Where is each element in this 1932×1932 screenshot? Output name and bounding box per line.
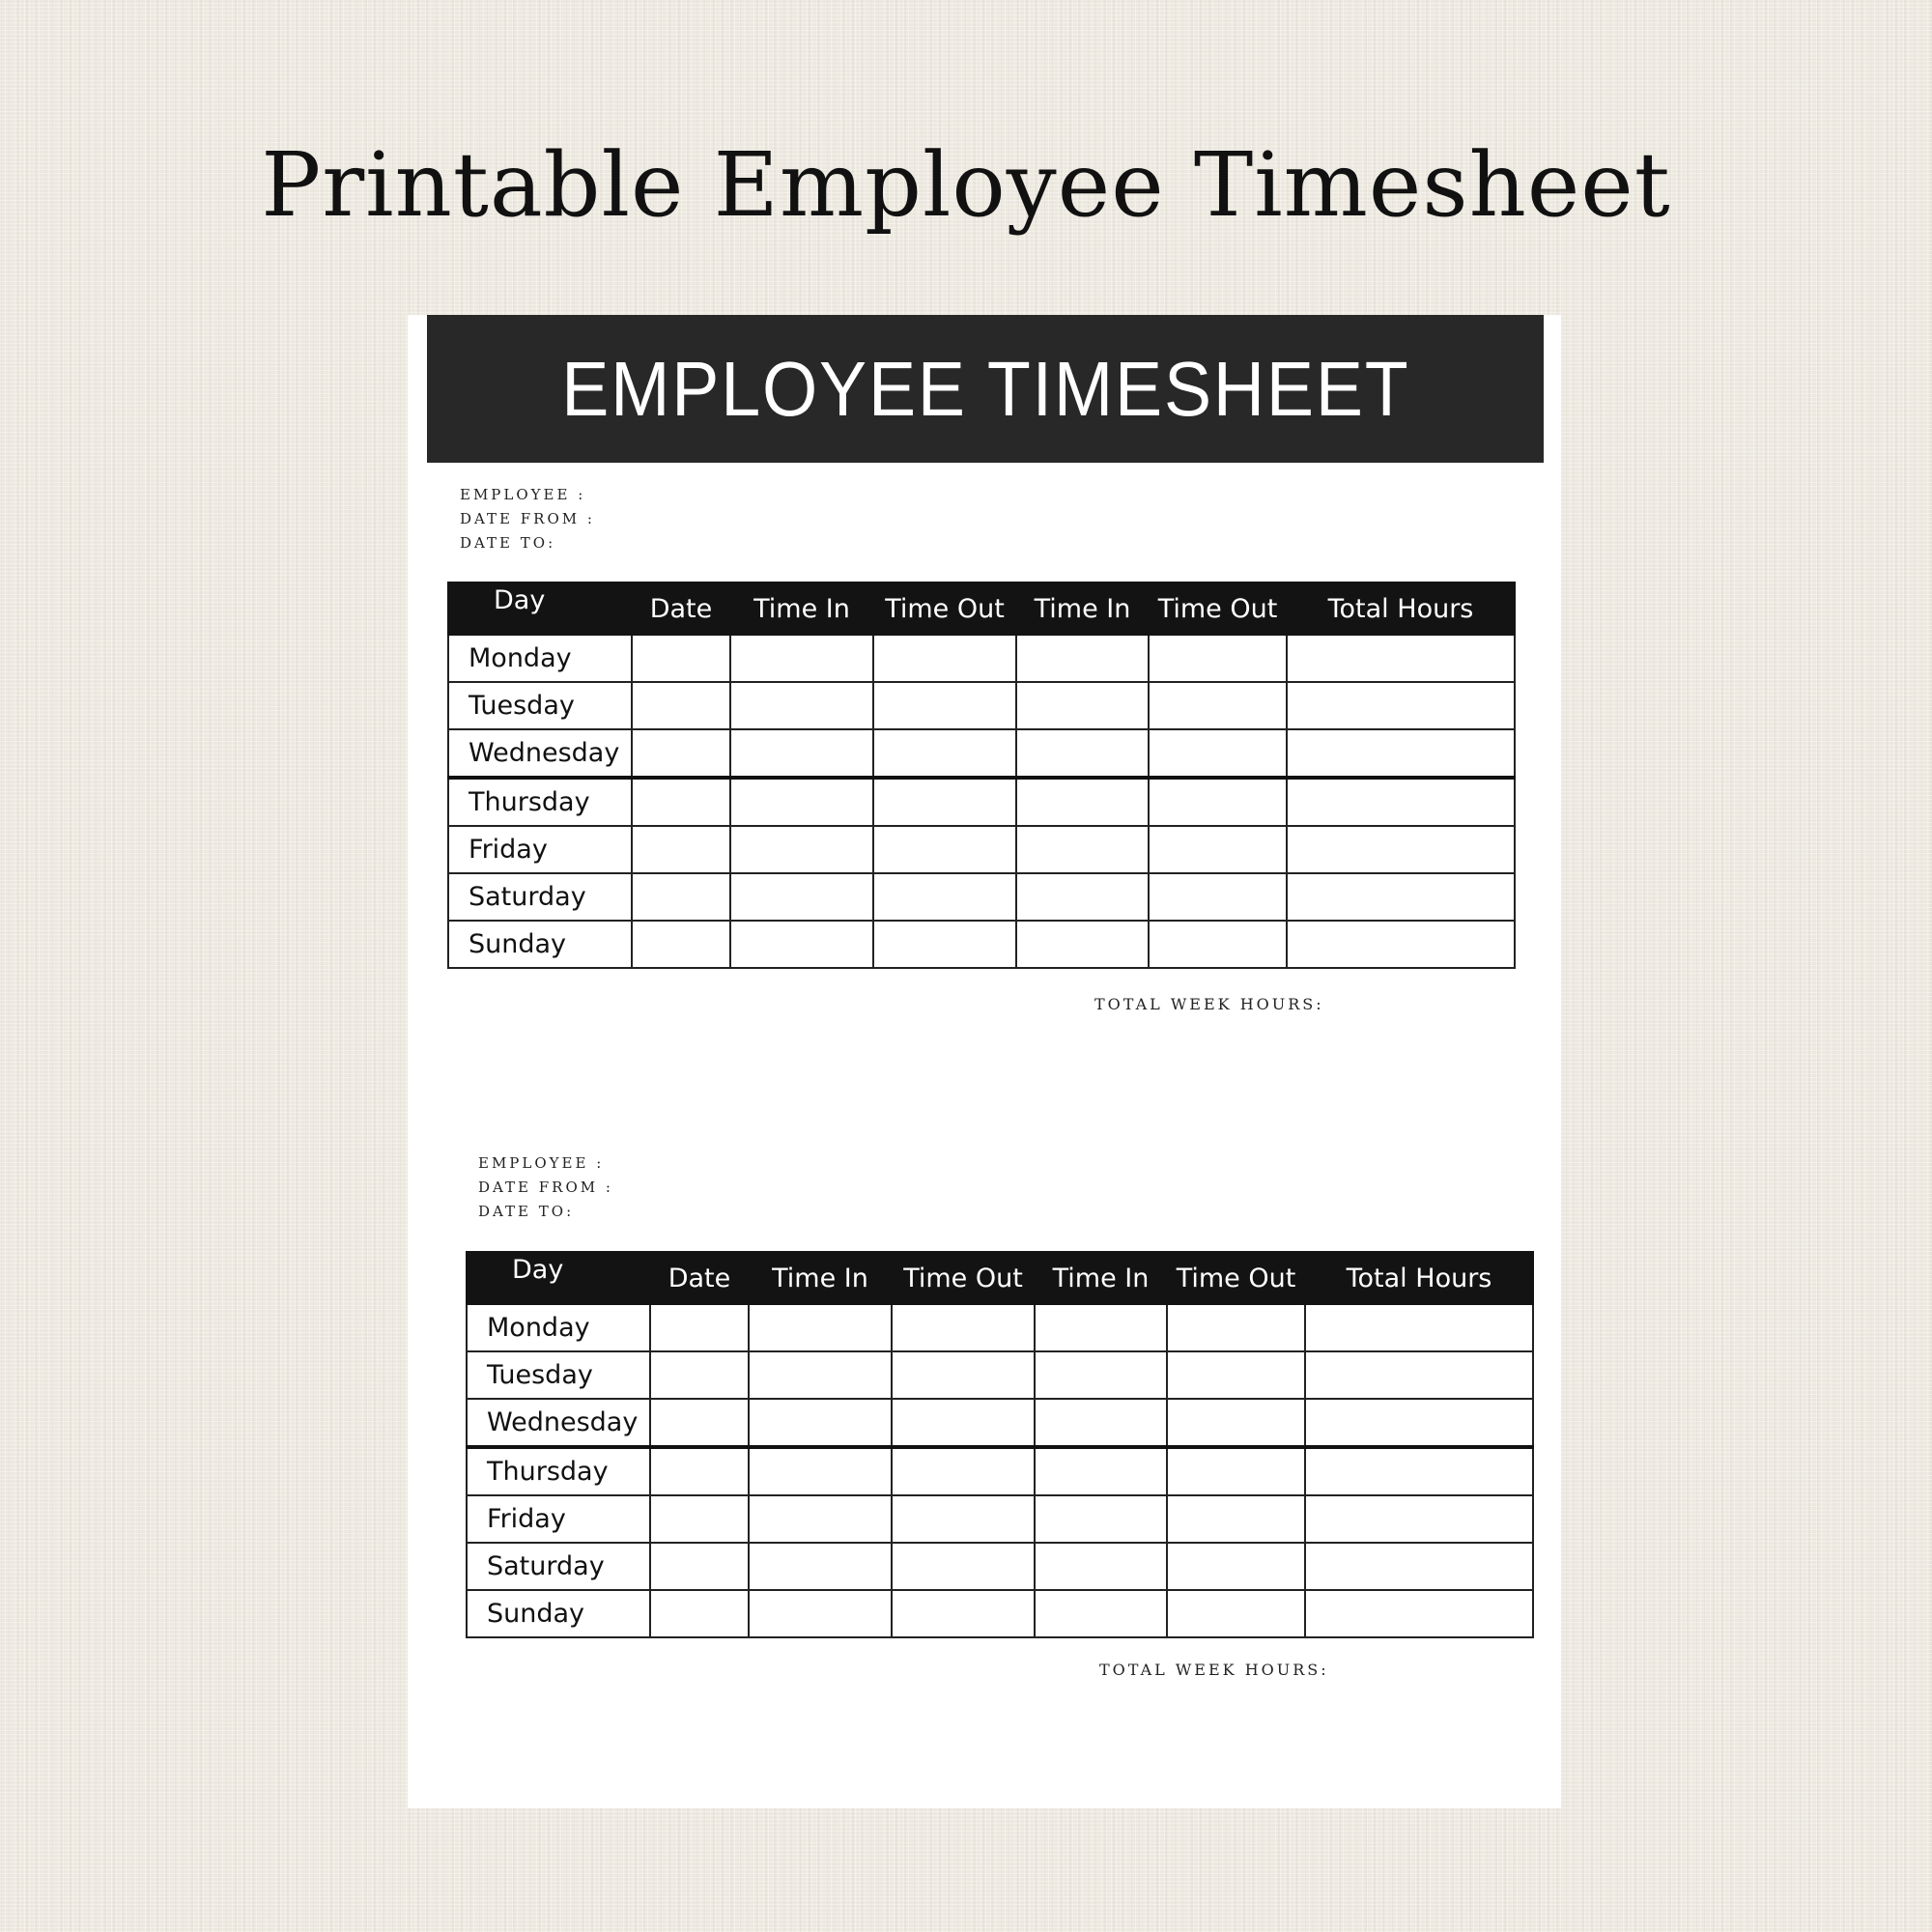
entry-cell[interactable] [1287,873,1515,921]
entry-cell[interactable] [1287,921,1515,968]
entry-cell[interactable] [650,1447,749,1495]
day-label: Tuesday [467,1351,650,1399]
entry-cell[interactable] [1149,826,1287,873]
entry-cell[interactable] [632,921,730,968]
info-block-2 [478,1151,613,1224]
entry-cell[interactable] [1149,873,1287,921]
entry-cell[interactable] [730,921,873,968]
total-week-hours-label: TOTAL WEEK HOURS: [1099,1661,1329,1679]
table-row [448,873,1515,921]
day-label: Friday [467,1495,650,1543]
entry-cell[interactable] [1035,1447,1167,1495]
entry-cell[interactable] [632,826,730,873]
total-week-hours-label: TOTAL WEEK HOURS: [1094,995,1324,1013]
entry-cell[interactable] [892,1304,1035,1351]
entry-cell[interactable] [1305,1351,1533,1399]
entry-cell[interactable] [1167,1447,1305,1495]
entry-cell[interactable] [1167,1351,1305,1399]
entry-cell[interactable] [1035,1351,1167,1399]
timesheet-table-1 [447,582,1516,969]
day-label: Tuesday [448,682,632,729]
entry-cell[interactable] [650,1543,749,1590]
entry-cell[interactable] [730,635,873,682]
timesheet-table-2-wrap [466,1251,1534,1638]
day-label: Wednesday [467,1399,650,1447]
info-block-1 [460,483,595,555]
timesheet-table-2 [466,1251,1534,1638]
entry-cell[interactable] [1016,873,1149,921]
table-row [467,1590,1533,1637]
column-header: Time In [1035,1252,1167,1304]
entry-cell[interactable] [892,1590,1035,1637]
day-label: Thursday [448,778,632,826]
entry-cell[interactable] [749,1351,892,1399]
entry-cell[interactable] [1016,682,1149,729]
table-row [467,1399,1533,1447]
employee-label: EMPLOYEE : [478,1154,605,1172]
table-row [448,729,1515,778]
day-label: Saturday [448,873,632,921]
entry-cell[interactable] [1305,1495,1533,1543]
entry-cell[interactable] [1167,1590,1305,1637]
entry-cell[interactable] [1287,729,1515,778]
table-body [467,1304,1533,1637]
entry-cell[interactable] [873,873,1016,921]
column-header: Time Out [873,582,1016,635]
header-row [448,582,1515,635]
banner-title: EMPLOYEE TIMESHEET [560,345,1410,432]
entry-cell[interactable] [873,635,1016,682]
entry-cell[interactable] [1287,635,1515,682]
employee-label: EMPLOYEE : [460,486,586,503]
entry-cell[interactable] [1167,1495,1305,1543]
entry-cell[interactable] [892,1495,1035,1543]
entry-cell[interactable] [873,921,1016,968]
entry-cell[interactable] [1305,1304,1533,1351]
day-label: Friday [448,826,632,873]
page-title: Printable Employee Timesheet [261,133,1671,237]
date-from-label: DATE FROM : [478,1179,613,1196]
entry-cell[interactable] [1167,1399,1305,1447]
table-row [467,1351,1533,1399]
entry-cell[interactable] [730,873,873,921]
column-header: Time In [1016,582,1149,635]
entry-cell[interactable] [1287,778,1515,826]
day-label: Monday [467,1304,650,1351]
column-header: Total Hours [1305,1252,1533,1304]
banner [427,315,1544,463]
entry-cell[interactable] [873,826,1016,873]
entry-cell[interactable] [730,826,873,873]
entry-cell[interactable] [1149,729,1287,778]
date-from-label: DATE FROM : [460,510,595,527]
table-row [448,682,1515,729]
header-row [467,1252,1533,1304]
entry-cell[interactable] [873,729,1016,778]
column-header: Time In [730,582,873,635]
entry-cell[interactable] [749,1543,892,1590]
entry-cell[interactable] [1149,682,1287,729]
table-row [448,635,1515,682]
entry-cell[interactable] [1305,1590,1533,1637]
entry-cell[interactable] [730,682,873,729]
day-label: Thursday [467,1447,650,1495]
column-header: Day [448,582,632,635]
entry-cell[interactable] [632,873,730,921]
day-label: Saturday [467,1543,650,1590]
table-row [467,1543,1533,1590]
entry-cell[interactable] [1035,1543,1167,1590]
entry-cell[interactable] [650,1495,749,1543]
entry-cell[interactable] [1035,1590,1167,1637]
entry-cell[interactable] [749,1399,892,1447]
column-header: Total Hours [1287,582,1515,635]
entry-cell[interactable] [892,1399,1035,1447]
entry-cell[interactable] [1167,1543,1305,1590]
entry-cell[interactable] [632,682,730,729]
entry-cell[interactable] [650,1304,749,1351]
date-to-label: DATE TO: [460,534,556,552]
entry-cell[interactable] [1149,921,1287,968]
table-row [448,826,1515,873]
entry-cell[interactable] [892,1543,1035,1590]
entry-cell[interactable] [650,1590,749,1637]
column-header: Time Out [892,1252,1035,1304]
table-row [448,778,1515,826]
day-label: Sunday [448,921,632,968]
entry-cell[interactable] [1035,1399,1167,1447]
day-label: Monday [448,635,632,682]
entry-cell[interactable] [873,682,1016,729]
table-row [448,921,1515,968]
entry-cell[interactable] [632,778,730,826]
column-header: Time Out [1149,582,1287,635]
entry-cell[interactable] [730,778,873,826]
table-row [467,1304,1533,1351]
entry-cell[interactable] [749,1495,892,1543]
entry-cell[interactable] [1016,635,1149,682]
entry-cell[interactable] [1016,778,1149,826]
table-row [467,1447,1533,1495]
entry-cell[interactable] [650,1399,749,1447]
day-label: Sunday [467,1590,650,1637]
entry-cell[interactable] [632,729,730,778]
entry-cell[interactable] [892,1351,1035,1399]
entry-cell[interactable] [749,1447,892,1495]
entry-cell[interactable] [1016,826,1149,873]
entry-cell[interactable] [1016,729,1149,778]
day-label: Wednesday [448,729,632,778]
entry-cell[interactable] [1305,1447,1533,1495]
timesheet-sheet [408,315,1561,1808]
entry-cell[interactable] [1035,1304,1167,1351]
table-row [467,1495,1533,1543]
entry-cell[interactable] [1305,1543,1533,1590]
column-header: Time Out [1167,1252,1305,1304]
entry-cell[interactable] [1305,1399,1533,1447]
table-body [448,635,1515,968]
column-header: Date [632,582,730,635]
date-to-label: DATE TO: [478,1203,575,1220]
entry-cell[interactable] [873,778,1016,826]
entry-cell[interactable] [730,729,873,778]
entry-cell[interactable] [1035,1495,1167,1543]
entry-cell[interactable] [1149,635,1287,682]
entry-cell[interactable] [749,1590,892,1637]
column-header: Time In [749,1252,892,1304]
entry-cell[interactable] [632,635,730,682]
entry-cell[interactable] [1167,1304,1305,1351]
entry-cell[interactable] [1287,826,1515,873]
timesheet-table-1-wrap [447,582,1516,969]
entry-cell[interactable] [1149,778,1287,826]
entry-cell[interactable] [1287,682,1515,729]
column-header: Date [650,1252,749,1304]
entry-cell[interactable] [749,1304,892,1351]
column-header: Day [467,1252,650,1304]
entry-cell[interactable] [892,1447,1035,1495]
entry-cell[interactable] [1016,921,1149,968]
entry-cell[interactable] [650,1351,749,1399]
